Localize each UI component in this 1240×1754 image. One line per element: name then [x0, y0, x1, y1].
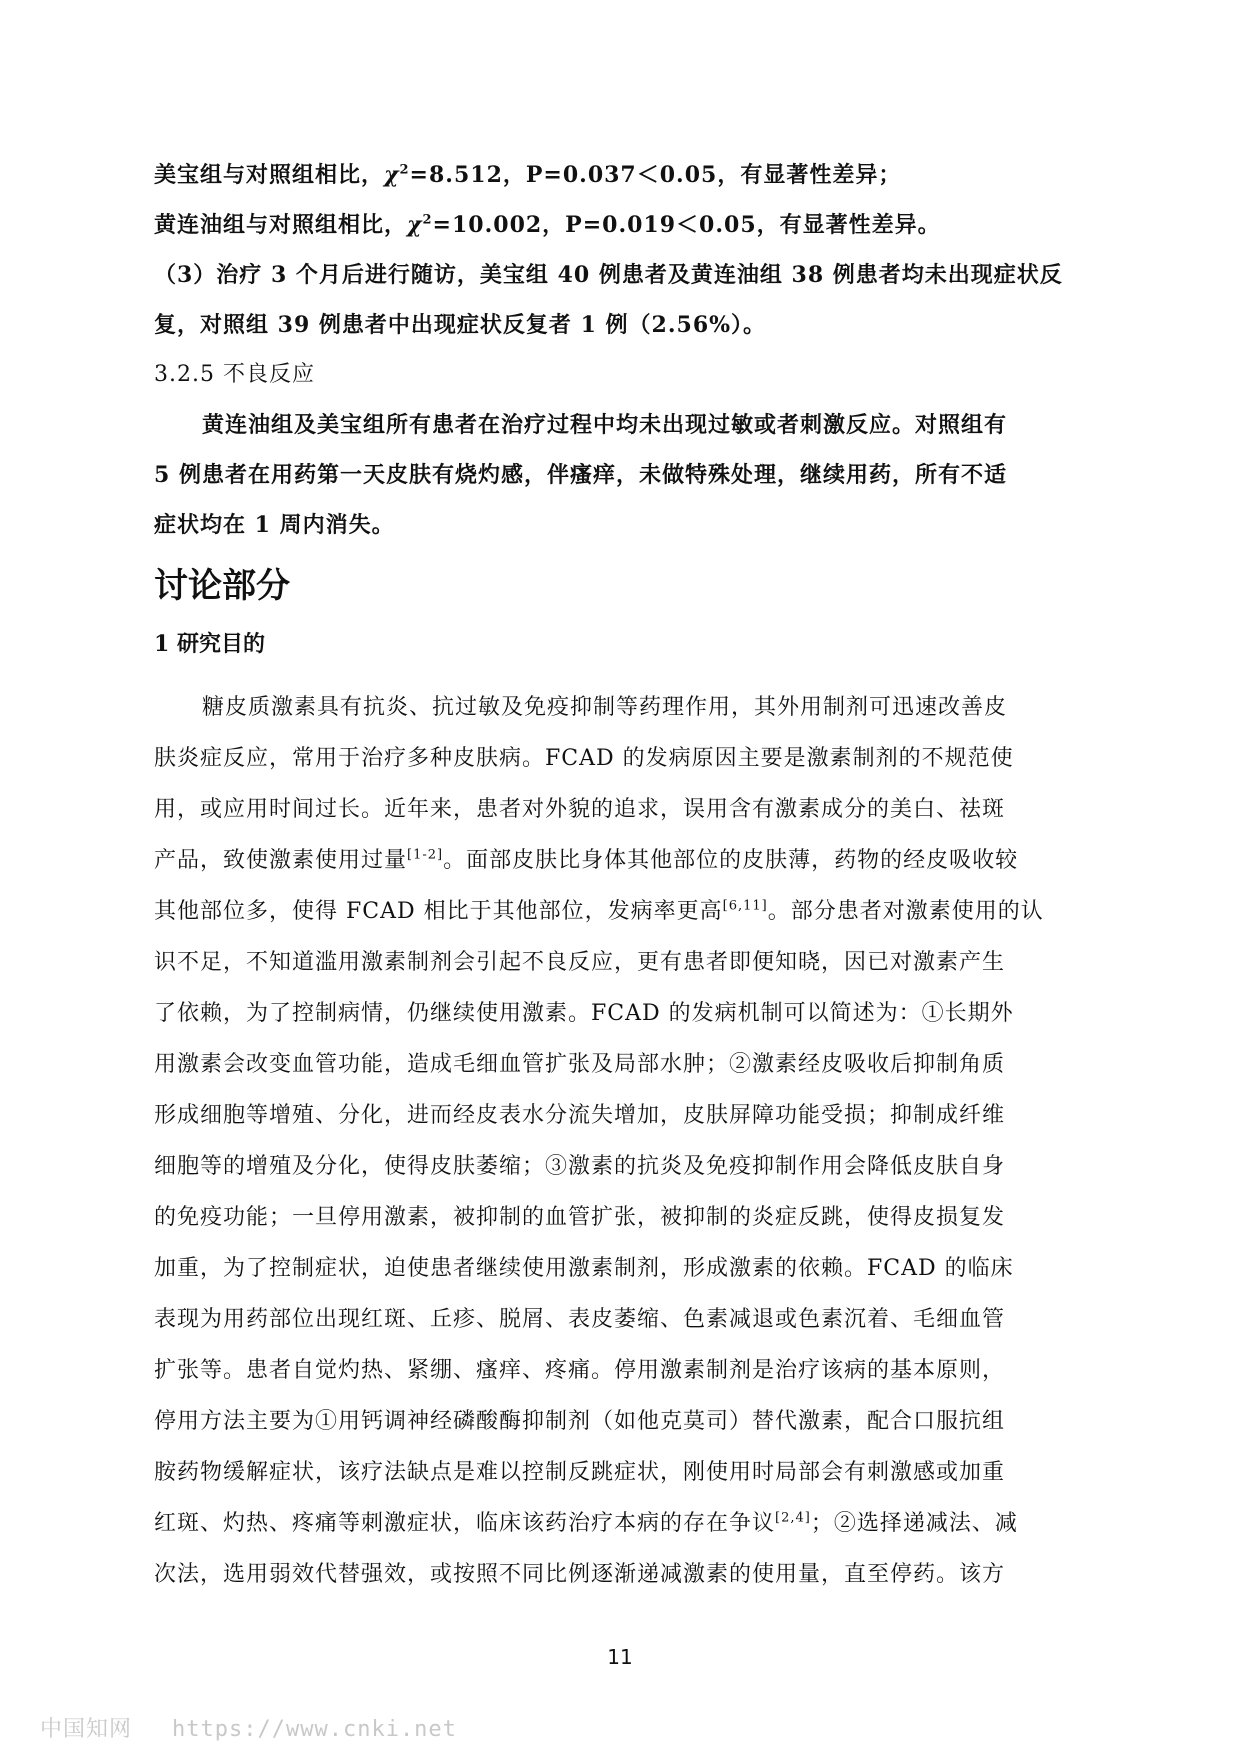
line-text: 红斑、灼热、疼痛等刺激症状，临床该药治疗本病的存在争议	[154, 1511, 776, 1536]
paragraph-line	[154, 682, 1100, 733]
line-text: 产品，致使激素使用过量	[154, 848, 408, 873]
chi-exponent: 2	[422, 212, 433, 228]
line-text: 。面部皮肤比身体其他部位的皮肤薄，药物的经皮吸收较	[443, 848, 1019, 873]
chi-symbol: χ	[407, 212, 423, 238]
line-text: 其他部位多，使得 FCAD 相比于其他部位，发病率更高	[154, 899, 723, 924]
paragraph-line	[154, 988, 1100, 1039]
result-line-meibao	[154, 150, 1100, 200]
citation: [6,11]	[722, 898, 768, 914]
discussion-paragraph	[154, 682, 1100, 1600]
paragraph-line	[154, 937, 1100, 988]
result-suffix: =10.002，P=0.019＜0.05，有显著性差异。	[432, 212, 941, 238]
paragraph-line	[154, 835, 1100, 886]
followup-line: 复，对照组 39 例患者中出现症状反复者 1 例（2.56%）。	[154, 312, 767, 338]
paragraph-line	[154, 1396, 1100, 1447]
paragraph-line	[154, 1549, 1100, 1600]
result-prefix: 黄连油组与对照组相比，	[154, 212, 408, 238]
line-text: 细胞等的增殖及分化，使得皮肤萎缩；③激素的抗炎及免疫抑制作用会降低皮肤自身	[154, 1154, 1006, 1179]
paragraph-line	[154, 1039, 1100, 1090]
line-text: 扩张等。患者自觉灼热、紧绷、瘙痒、疼痛。停用激素制剂是治疗该病的基本原则，	[154, 1358, 1006, 1383]
line-text: 肤炎症反应，常用于治疗多种皮肤病。FCAD 的发病原因主要是激素制剂的不规范使	[154, 746, 1014, 771]
watermark-name: 中国知网	[40, 1717, 133, 1742]
followup-line: （3）治疗 3 个月后进行随访，美宝组 40 例患者及黄连油组 38 例患者均未出现症状反	[154, 262, 1063, 288]
paragraph-line	[154, 1447, 1100, 1498]
paragraph-line	[154, 784, 1100, 835]
line-text: 停用方法主要为①用钙调神经磷酸酶抑制剂（如他克莫司）替代激素，配合口服抗组	[154, 1409, 1006, 1434]
line-text: 用激素会改变血管功能，造成毛细血管扩张及局部水肿；②激素经皮吸收后抑制角质	[154, 1052, 1006, 1077]
section-heading: 1 研究目的	[154, 631, 265, 657]
paragraph-line	[154, 1090, 1100, 1141]
result-suffix: =8.512，P=0.037＜0.05，有显著性差异；	[409, 162, 902, 188]
paragraph-line	[154, 886, 1100, 937]
line-text: 的免疫功能；一旦停用激素，被抑制的血管扩张，被抑制的炎症反跳，使得皮损复发	[154, 1205, 1006, 1230]
line-text: 糖皮质激素具有抗炎、抗过敏及免疫抑制等药理作用，其外用制剂可迅速改善皮	[202, 695, 1008, 720]
paragraph-line	[154, 1192, 1100, 1243]
line-text: 用，或应用时间过长。近年来，患者对外貌的追求，误用含有激素成分的美白、祛斑	[154, 797, 1006, 822]
result-prefix: 美宝组与对照组相比，	[154, 162, 385, 188]
line-text: ；②选择递减法、减	[810, 1511, 1018, 1536]
adverse-paragraph-line: 黄连油组及美宝组所有患者在治疗过程中均未出现过敏或者刺激反应。对照组有	[202, 412, 1008, 438]
line-text: 加重，为了控制症状，迫使患者继续使用激素制剂，形成激素的依赖。FCAD 的临床	[154, 1256, 1014, 1281]
citation: [1-2]	[407, 847, 444, 863]
adverse-paragraph-line: 症状均在 1 周内消失。	[154, 512, 395, 538]
line-text: 了依赖，为了控制病情，仍继续使用激素。FCAD 的发病机制可以简述为：①长期外	[154, 1001, 1014, 1026]
subsection-heading: 3.2.5 不良反应	[154, 362, 315, 387]
adverse-paragraph-line: 5 例患者在用药第一天皮肤有烧灼感，伴瘙痒，未做特殊处理，继续用药，所有不适	[154, 462, 1007, 488]
paragraph-line	[154, 1141, 1100, 1192]
chi-exponent: 2	[399, 162, 410, 178]
line-text: 形成细胞等增殖、分化，进而经皮表水分流失增加，皮肤屏障功能受损；抑制成纤维	[154, 1103, 1006, 1128]
line-text: 次法，选用弱效代替强效，或按照不同比例逐渐递减激素的使用量，直至停药。该方	[154, 1562, 1006, 1587]
paragraph-line	[154, 733, 1100, 784]
watermark-url: https://www.cnki.net	[172, 1717, 457, 1742]
line-text: 识不足，不知道滥用激素制剂会引起不良反应，更有患者即便知晓，因已对激素产生	[154, 950, 1006, 975]
result-line-huanglian	[154, 200, 1100, 250]
document-page	[154, 150, 1100, 1600]
discussion-title: 讨论部分	[154, 566, 290, 606]
paragraph-line	[154, 1345, 1100, 1396]
cnki-watermark	[40, 1712, 457, 1743]
line-text: 。部分患者对激素使用的认	[767, 899, 1044, 924]
citation: [2,4]	[775, 1510, 811, 1526]
page-number: 11	[607, 1645, 633, 1669]
chi-symbol: χ	[384, 162, 400, 188]
line-text: 胺药物缓解症状，该疗法缺点是难以控制反跳症状，刚使用时局部会有刺激感或加重	[154, 1460, 1006, 1485]
line-text: 表现为用药部位出现红斑、丘疹、脱屑、表皮萎缩、色素减退或色素沉着、毛细血管	[154, 1307, 1006, 1332]
paragraph-line	[154, 1294, 1100, 1345]
paragraph-line	[154, 1498, 1100, 1549]
paragraph-line	[154, 1243, 1100, 1294]
